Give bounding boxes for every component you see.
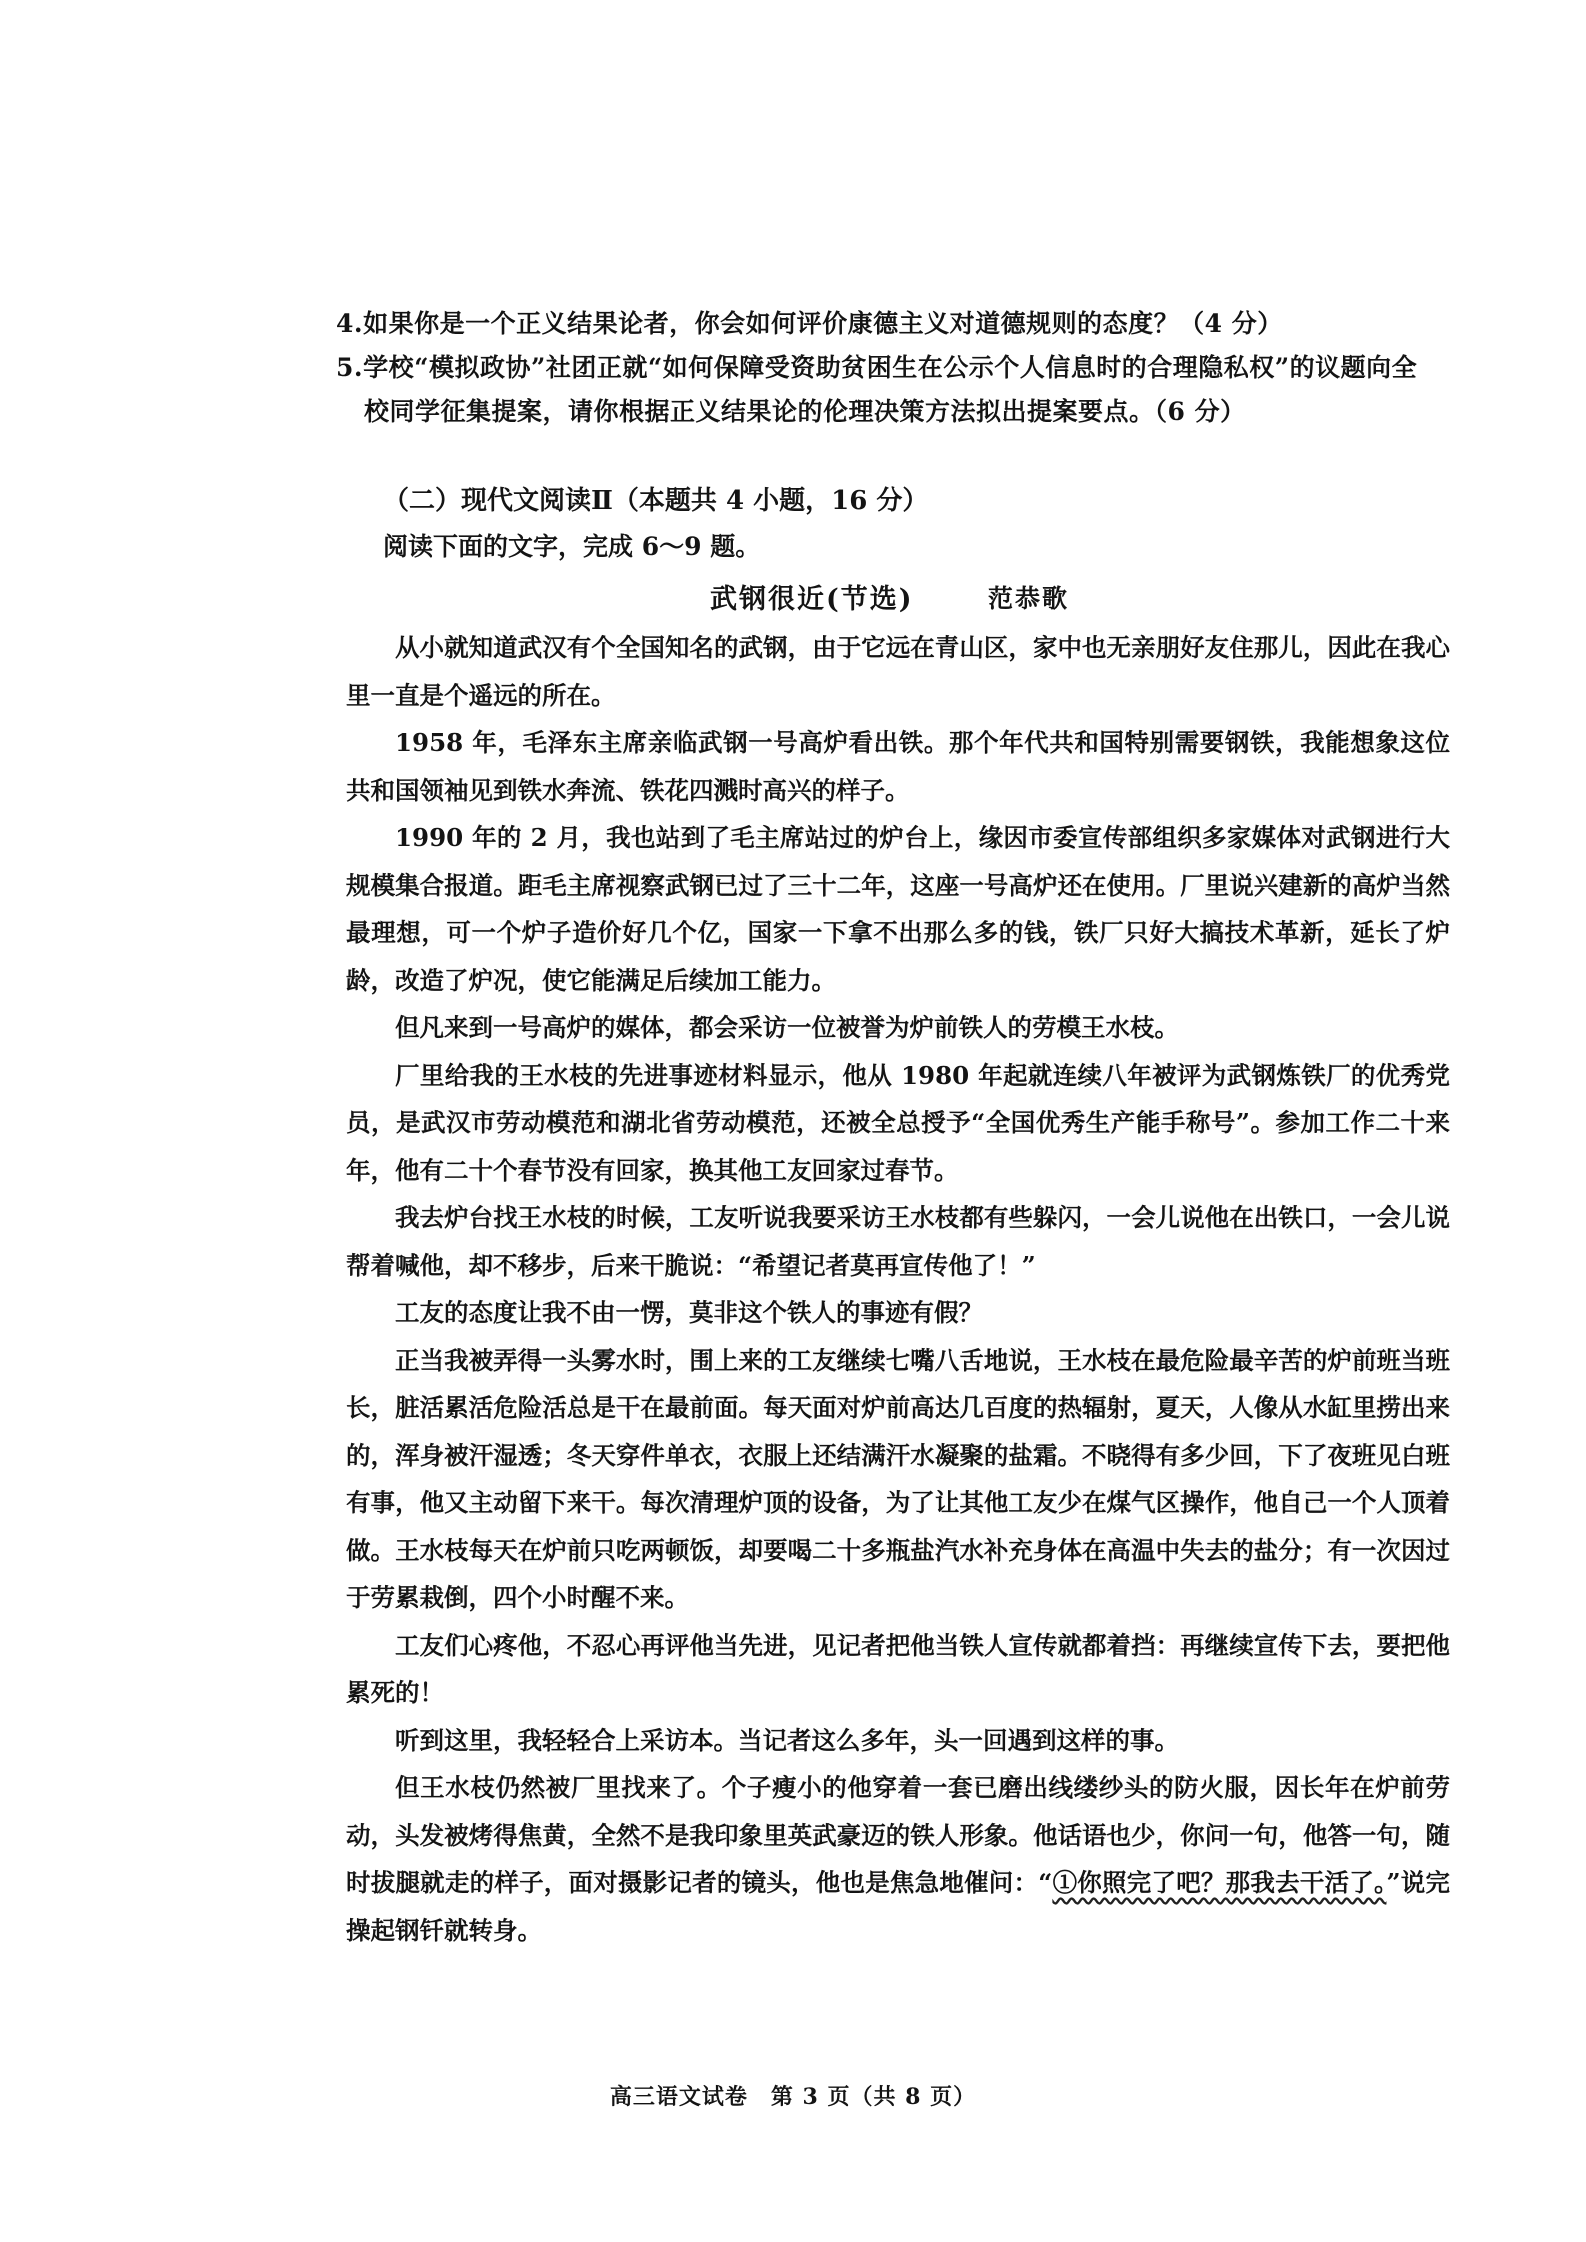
- paragraph: 正当我被弄得一头雾水时，围上来的工友继续七嘴八舌地说，王水枝在最危险最辛苦的炉前班当班长，脏活累活危险活总是干在最前面。每天面对炉前高达几百度的热辐射，夏天，人像从水缸里捞出来的，浑身被汗湿透；冬天穿件单衣，衣服上还结满汗水凝聚的盐霜。不晓得有多少回，下了夜班见白班有事，他又主动留下来干。每次清理炉顶的设备，为了让其他工友少在煤气区操作，他自己一个人顶着做。王水枝每天在炉前只吃两顿饭，却要喝二十多瓶盐汽水补充身体在高温中失去的盐分；有一次因过于劳累栽倒，四个小时醒不来。: [346, 1345, 1450, 1612]
- section-title: （二）现代文阅读Ⅱ（本题共 4 小题，16 分）: [383, 486, 929, 516]
- paragraph: 但凡来到一号高炉的媒体，都会采访一位被誉为炉前铁人的劳模王水枝。: [395, 1013, 1179, 1042]
- section-intro: 阅读下面的文字，完成 6～9 题。: [383, 532, 761, 561]
- question-5-line-1: 5.学校“模拟政协”社团正就“如何保障受资助贫困生在公示个人信息时的合理隐私权”的议题向全: [336, 353, 1418, 382]
- paragraph: 从小就知道武汉有个全国知名的武钢，由于它远在青山区，家中也无亲朋好友住那儿，因此在我心里一直是个遥远的所在。: [346, 633, 1450, 710]
- article-title: 武钢很近(节选): [710, 584, 914, 615]
- paragraph: 工友的态度让我不由一愣，莫非这个铁人的事迹有假？: [395, 1298, 983, 1327]
- paragraph: 1990 年的 2 月，我也站到了毛主席站过的炉台上，缘因市委宣传部组织多家媒体对武钢进行大规模集合报道。距毛主席视察武钢已过了三十二年，这座一号高炉还在使用。厂里说兴建新的高炉当然最理想，可一个炉子造价好几个亿，国家一下拿不出那么多的钱，铁厂只好大搞技术革新，延长了炉龄，改造了炉况，使它能满足后续加工能力。: [346, 823, 1450, 995]
- page-footer: 高三语文试卷 第 3 页（共 8 页）: [609, 2084, 977, 2110]
- article-body: [346, 624, 1450, 1954]
- paragraph: 厂里给我的王水枝的先进事迹材料显示，他从 1980 年起就连续八年被评为武钢炼铁厂的优秀党员，是武汉市劳动模范和湖北省劳动模范，还被全总授予“全国优秀生产能手称号”。参加工作二十来年，他有二十个春节没有回家，换其他工友回家过春节。: [346, 1060, 1450, 1185]
- paragraph: 听到这里，我轻轻合上采访本。当记者这么多年，头一回遇到这样的事。: [395, 1725, 1179, 1755]
- paragraph-last-start: 但王水枝仍然被厂里找来了。个子瘦小的他穿着一套已磨出线缕纱头的防火服，因长年在炉前劳动，头发被烤得焦黄，全然不是我印象里英武豪迈的铁人形象。他话语也少，你问一句，他答一句，随时拔腿就走的样子，面对摄影记者的镜头，他也是焦急地催问：“: [346, 1773, 1450, 1897]
- question-5: [336, 346, 1446, 434]
- paragraph: 工友们心疼他，不忍心再评他当先进，见记者把他当铁人宣传就都着挡：再继续宣传下去，要把他累死的！: [346, 1630, 1450, 1707]
- question-5-line-2: 校同学征集提案，请你根据正义结果论的伦理决策方法拟出提案要点。（6 分）: [364, 397, 1246, 426]
- question-4-text: 4.如果你是一个正义结果论者，你会如何评价康德主义对道德规则的态度？（4 分）: [336, 309, 1283, 338]
- paragraph-last: [346, 1764, 1450, 1954]
- question-4: [336, 302, 1446, 346]
- article-author: 范恭歌: [988, 584, 1070, 613]
- paragraph-last-end: ”说完操起钢钎就转身。: [346, 1868, 1451, 1945]
- marked-sentence-1: ①你照完了吧？那我去干活了。: [1052, 1868, 1387, 1897]
- paragraph: 我去炉台找王水枝的时候，工友听说我要采访王水枝都有些躲闪，一会儿说他在出铁口，一会儿说帮着喊他，却不移步，后来干脆说：“希望记者莫再宣传他了！”: [346, 1203, 1450, 1280]
- paragraph: 1958 年，毛泽东主席亲临武钢一号高炉看出铁。那个年代共和国特别需要钢铁，我能想象这位共和国领袖见到铁水奔流、铁花四溅时高兴的样子。: [346, 728, 1450, 805]
